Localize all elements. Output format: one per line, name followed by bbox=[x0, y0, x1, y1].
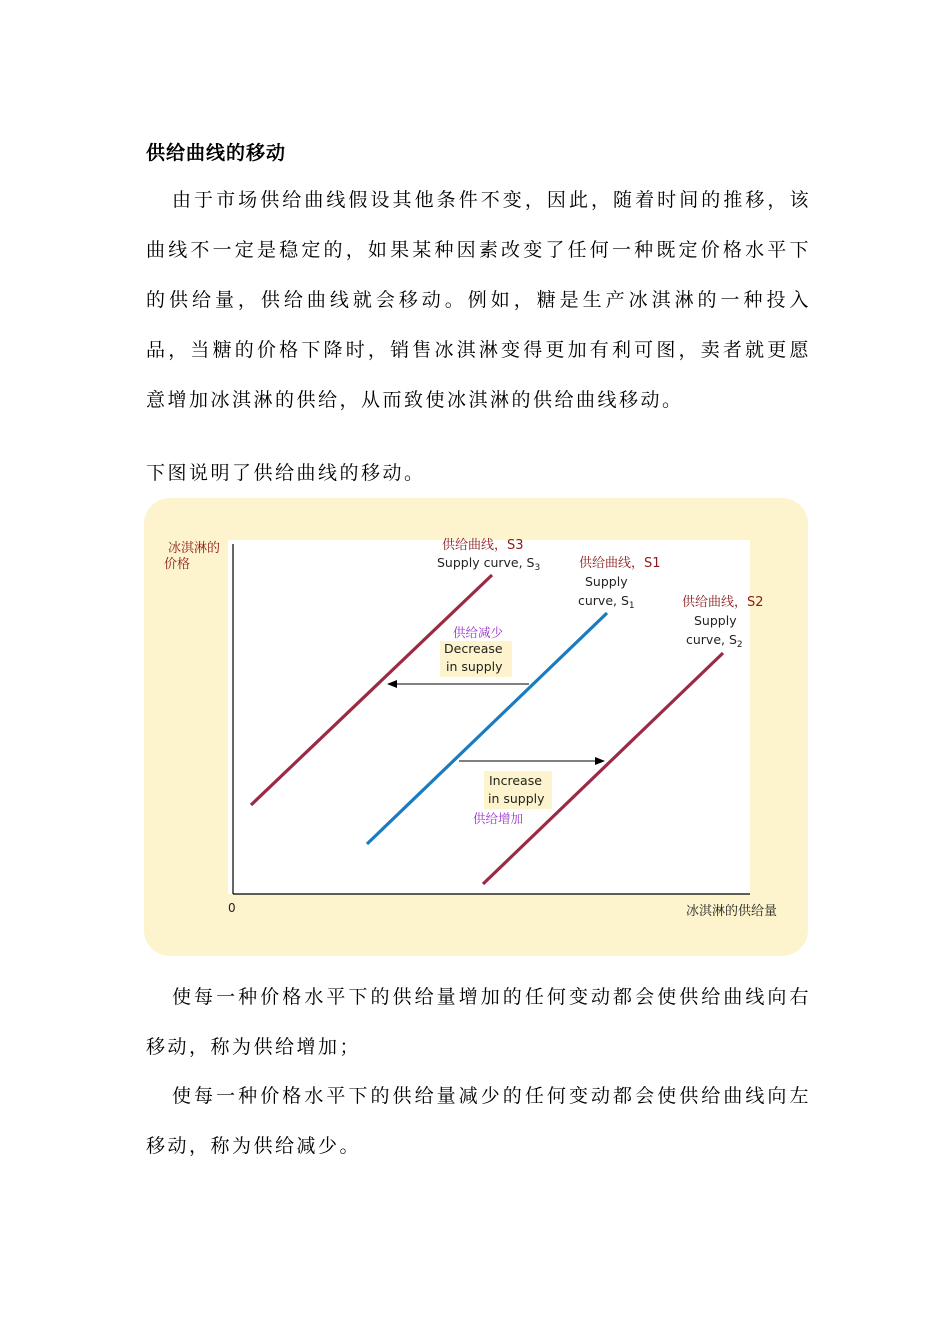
s3-label-cn: 供给曲线，S3 bbox=[442, 538, 524, 553]
origin-label: 0 bbox=[228, 901, 236, 915]
s2-label-cn: 供给曲线，S2 bbox=[682, 595, 764, 610]
y-axis-label-line1: 冰淇淋的 bbox=[168, 541, 221, 556]
increase-label-en-line2: in supply bbox=[488, 791, 545, 806]
paragraph-increase: 使每一种价格水平下的供给量增加的任何变动都会使供给曲线向右移动，称为供给增加； bbox=[146, 986, 811, 1058]
s1-label-cn: 供给曲线，S1 bbox=[579, 556, 661, 571]
increase-label-en-line1: Increase bbox=[489, 773, 542, 788]
supply-shift-diagram bbox=[144, 498, 808, 956]
s2-label-en-line2: curve, $S_2$ bbox=[686, 632, 743, 650]
decrease-label-en-line2: in supply bbox=[446, 659, 503, 674]
s1-label-en-line2: curve, $S_1$ bbox=[578, 593, 635, 611]
plot-area bbox=[228, 540, 750, 894]
decrease-label-cn: 供给减少 bbox=[453, 625, 504, 640]
section-heading: 供给曲线的移动 bbox=[146, 142, 287, 164]
decrease-label-en-line1: Decrease bbox=[444, 641, 503, 656]
paragraph-decrease: 使每一种价格水平下的供给量减少的任何变动都会使供给曲线向左移动，称为供给减少。 bbox=[146, 1085, 811, 1157]
s2-label-en-line1: Supply bbox=[694, 613, 737, 628]
x-axis-label: 冰淇淋的供给量 bbox=[686, 904, 778, 919]
s1-label-en-line1: Supply bbox=[585, 574, 628, 589]
y-axis-label-line2: 价格 bbox=[164, 557, 191, 572]
paragraph-figure-caption: 下图说明了供给曲线的移动。 bbox=[146, 462, 426, 484]
paragraph-intro: 由于市场供给曲线假设其他条件不变，因此，随着时间的推移，该曲线不一定是稳定的，如果某种因素改变了任何一种既定价格水平下的供给量，供给曲线就会移动。例如，糖是生产冰淇淋的一种投入品，当糖的价格下降时，销售冰淇淋变得更加有利可图，卖者就更愿意增加冰淇淋的供给，从而致使冰淇淋的供给曲线移动。 bbox=[146, 189, 811, 411]
s3-label-en: Supply curve, $S_3$ bbox=[437, 555, 541, 573]
increase-label-cn: 供给增加 bbox=[473, 811, 524, 826]
supply-shift-figure bbox=[144, 498, 808, 956]
